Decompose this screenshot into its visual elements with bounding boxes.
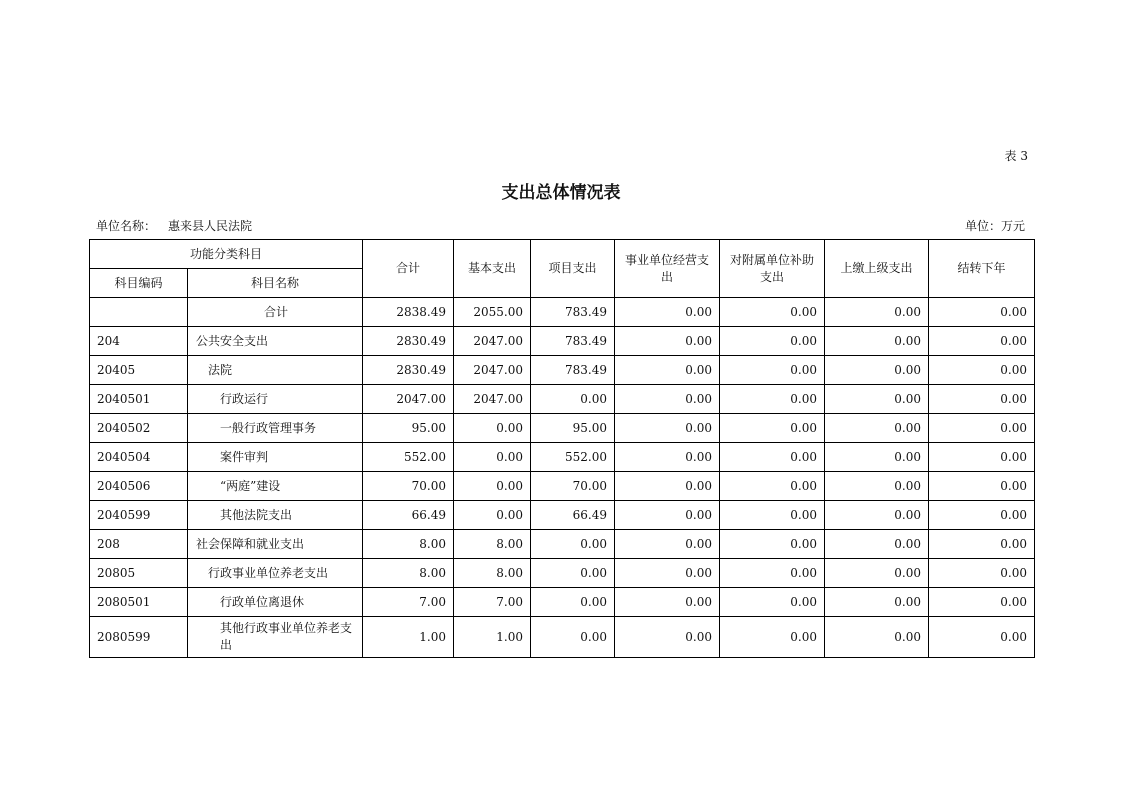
row-business: 0.00 — [615, 588, 720, 617]
row-total: 8.00 — [363, 559, 454, 588]
row-subsidy: 0.00 — [720, 501, 825, 530]
row-project: 0.00 — [531, 530, 615, 559]
row-subsidy: 0.00 — [720, 588, 825, 617]
row-project: 0.00 — [531, 588, 615, 617]
row-carry: 0.00 — [929, 443, 1035, 472]
header-upper: 上缴上级支出 — [825, 240, 929, 298]
row-total: 552.00 — [363, 443, 454, 472]
row-subsidy: 0.00 — [720, 356, 825, 385]
row-upper: 0.00 — [825, 617, 929, 658]
table-row — [90, 501, 1035, 530]
row-project: 66.49 — [531, 501, 615, 530]
row-code: 2080501 — [90, 588, 188, 617]
header-business: 事业单位经营支出 — [615, 240, 720, 298]
row-total: 2838.49 — [363, 298, 454, 327]
row-upper: 0.00 — [825, 530, 929, 559]
row-code: 20405 — [90, 356, 188, 385]
row-upper: 0.00 — [825, 298, 929, 327]
row-subsidy: 0.00 — [720, 327, 825, 356]
row-code: 20805 — [90, 559, 188, 588]
row-project: 783.49 — [531, 356, 615, 385]
row-project: 0.00 — [531, 559, 615, 588]
table-row-total — [90, 298, 1035, 327]
row-carry: 0.00 — [929, 298, 1035, 327]
row-code: 2040502 — [90, 414, 188, 443]
row-name: 法院 — [188, 356, 363, 385]
row-subsidy: 0.00 — [720, 414, 825, 443]
row-upper: 0.00 — [825, 385, 929, 414]
row-total: 2830.49 — [363, 327, 454, 356]
row-basic: 2047.00 — [454, 327, 531, 356]
table-row — [90, 443, 1035, 472]
row-business: 0.00 — [615, 472, 720, 501]
row-name: 一般行政管理事务 — [188, 414, 363, 443]
row-business: 0.00 — [615, 385, 720, 414]
table-row — [90, 327, 1035, 356]
row-carry: 0.00 — [929, 472, 1035, 501]
row-total: 95.00 — [363, 414, 454, 443]
table-row — [90, 530, 1035, 559]
row-upper: 0.00 — [825, 414, 929, 443]
row-business: 0.00 — [615, 327, 720, 356]
header-function-category: 功能分类科目 — [90, 240, 363, 269]
row-subsidy: 0.00 — [720, 617, 825, 658]
row-total: 70.00 — [363, 472, 454, 501]
page-title: 支出总体情况表 — [501, 183, 621, 203]
row-basic: 0.00 — [454, 501, 531, 530]
row-total: 8.00 — [363, 530, 454, 559]
header-code: 科目编码 — [90, 269, 188, 298]
row-code: 208 — [90, 530, 188, 559]
row-subsidy: 0.00 — [720, 443, 825, 472]
row-upper: 0.00 — [825, 559, 929, 588]
row-carry: 0.00 — [929, 588, 1035, 617]
row-code: 2080599 — [90, 617, 188, 658]
row-total: 66.49 — [363, 501, 454, 530]
currency-unit: 单位：万元 — [965, 219, 1026, 233]
row-name: 行政运行 — [188, 385, 363, 414]
row-carry: 0.00 — [929, 414, 1035, 443]
row-upper: 0.00 — [825, 588, 929, 617]
row-carry: 0.00 — [929, 617, 1035, 658]
row-code — [90, 298, 188, 327]
row-subsidy: 0.00 — [720, 298, 825, 327]
row-project: 783.49 — [531, 327, 615, 356]
row-business: 0.00 — [615, 298, 720, 327]
row-business: 0.00 — [615, 617, 720, 658]
row-name: 行政事业单位养老支出 — [188, 559, 363, 588]
row-business: 0.00 — [615, 443, 720, 472]
table-row — [90, 617, 1035, 658]
header-total: 合计 — [363, 240, 454, 298]
row-business: 0.00 — [615, 559, 720, 588]
header-carry: 结转下年 — [929, 240, 1035, 298]
unit-name — [96, 217, 252, 234]
row-upper: 0.00 — [825, 501, 929, 530]
row-basic: 0.00 — [454, 414, 531, 443]
row-upper: 0.00 — [825, 443, 929, 472]
row-basic: 2047.00 — [454, 356, 531, 385]
header-project: 项目支出 — [531, 240, 615, 298]
row-subsidy: 0.00 — [720, 530, 825, 559]
row-basic: 8.00 — [454, 530, 531, 559]
row-upper: 0.00 — [825, 327, 929, 356]
expenditure-table — [89, 239, 1035, 658]
row-carry: 0.00 — [929, 385, 1035, 414]
row-project: 552.00 — [531, 443, 615, 472]
row-project: 0.00 — [531, 617, 615, 658]
row-name: 合计 — [188, 298, 363, 327]
row-code: 2040599 — [90, 501, 188, 530]
row-project: 0.00 — [531, 385, 615, 414]
row-total: 7.00 — [363, 588, 454, 617]
table-row — [90, 588, 1035, 617]
table-row — [90, 414, 1035, 443]
header-subsidy: 对附属单位补助支出 — [720, 240, 825, 298]
row-basic: 7.00 — [454, 588, 531, 617]
row-code: 2040504 — [90, 443, 188, 472]
row-carry: 0.00 — [929, 356, 1035, 385]
row-project: 70.00 — [531, 472, 615, 501]
row-code: 204 — [90, 327, 188, 356]
row-business: 0.00 — [615, 530, 720, 559]
row-carry: 0.00 — [929, 530, 1035, 559]
table-row — [90, 559, 1035, 588]
row-total: 2047.00 — [363, 385, 454, 414]
row-total: 2830.49 — [363, 356, 454, 385]
row-name: 社会保障和就业支出 — [188, 530, 363, 559]
row-basic: 2047.00 — [454, 385, 531, 414]
row-code: 2040506 — [90, 472, 188, 501]
row-subsidy: 0.00 — [720, 385, 825, 414]
row-basic: 8.00 — [454, 559, 531, 588]
row-subsidy: 0.00 — [720, 559, 825, 588]
row-basic: 0.00 — [454, 443, 531, 472]
row-business: 0.00 — [615, 356, 720, 385]
table-number: 表 3 — [1004, 149, 1028, 163]
row-basic: 0.00 — [454, 472, 531, 501]
row-name: 行政单位离退休 — [188, 588, 363, 617]
row-total: 1.00 — [363, 617, 454, 658]
row-basic: 1.00 — [454, 617, 531, 658]
header-name: 科目名称 — [188, 269, 363, 298]
unit-name-label: 单位名称： — [96, 219, 157, 233]
row-name: 其他行政事业单位养老支出 — [188, 617, 363, 658]
row-carry: 0.00 — [929, 559, 1035, 588]
row-carry: 0.00 — [929, 501, 1035, 530]
row-carry: 0.00 — [929, 327, 1035, 356]
table-row — [90, 472, 1035, 501]
row-subsidy: 0.00 — [720, 472, 825, 501]
table-row — [90, 385, 1035, 414]
row-upper: 0.00 — [825, 356, 929, 385]
header-basic: 基本支出 — [454, 240, 531, 298]
row-name: 公共安全支出 — [188, 327, 363, 356]
row-business: 0.00 — [615, 414, 720, 443]
row-name: “两庭”建设 — [188, 472, 363, 501]
row-name: 案件审判 — [188, 443, 363, 472]
row-name: 其他法院支出 — [188, 501, 363, 530]
unit-name-value: 惠来县人民法院 — [168, 219, 253, 233]
row-business: 0.00 — [615, 501, 720, 530]
row-upper: 0.00 — [825, 472, 929, 501]
row-basic: 2055.00 — [454, 298, 531, 327]
row-code: 2040501 — [90, 385, 188, 414]
row-project: 95.00 — [531, 414, 615, 443]
row-project: 783.49 — [531, 298, 615, 327]
table-row — [90, 356, 1035, 385]
